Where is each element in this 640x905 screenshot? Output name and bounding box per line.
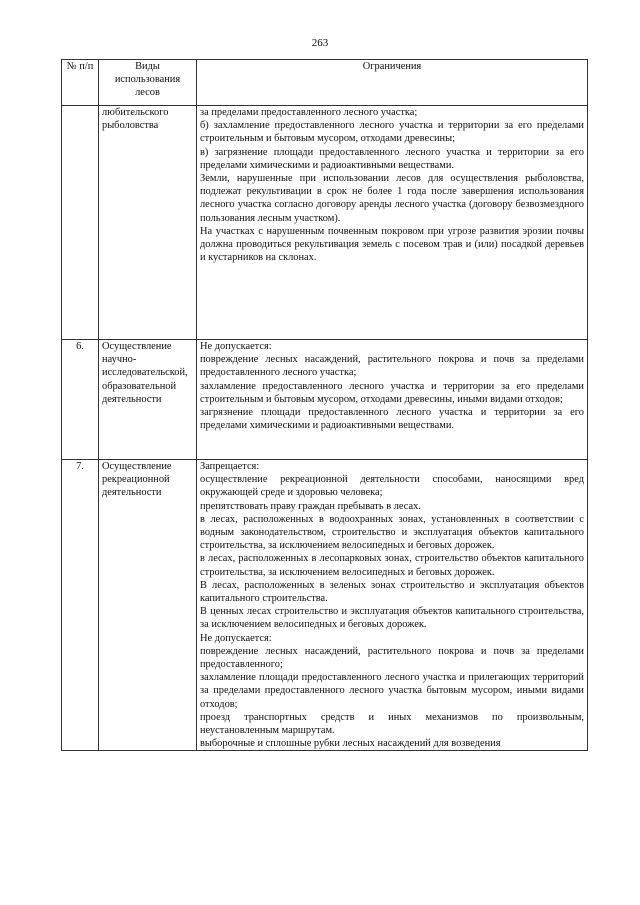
restriction-paragraph: в лесах, расположенных в лесопарковых зонах, строительство объектов капитального строительства, за исключением велосипедных и беговых дорожек. [200,553,584,578]
restriction-paragraph: препятствовать праву граждан пребывать в лесах. [200,500,421,512]
row-restrictions [197,106,588,340]
restriction-paragraph: захламление площади предоставленного лесного участка и прилегающих территорий за пределами предоставленного лесного участка бытовым мусором, иными видами отходов; [200,672,584,710]
restrictions-table [61,59,588,751]
header-number: № п/п [62,60,99,106]
restriction-paragraph: за пределами предоставленного лесного участка; [200,107,418,118]
restriction-paragraph: захламление предоставленного лесного участка и территории за его пределами строительным и бытовым мусором, отходами древесины, иными видами отходов; [200,380,584,405]
row-restrictions [197,460,588,751]
restriction-paragraph: Не допускается: [200,341,272,352]
row-usage-type: Осуществление научно-исследовательской, образовательной деятельности [99,340,197,460]
restriction-paragraph: повреждение лесных насаждений, растительного покрова и почв за пределами предоставленного лесного участка; [200,354,584,379]
row-usage-type: Осуществление рекреационной деятельности [99,460,197,751]
restriction-paragraph: На участках с нарушенным почвенным покровом при угрозе развития эрозии почвы должна проводиться рекультивация земель с посевом трав и (или) посадкой деревьев и кустарников на склонах. [200,225,584,264]
restriction-paragraph: Не допускается: [200,632,272,644]
restriction-paragraph: повреждение лесных насаждений, растительного покрова и почв за пределами предоставленного; [200,645,584,671]
restriction-paragraph: Запрещается: [200,461,260,472]
restriction-paragraph: выборочные и сплошные рубки лесных насаждений для возведения [200,738,501,750]
row-restrictions [197,340,588,460]
header-restrictions: Ограничения [197,60,588,106]
restriction-paragraph: в) загрязнение площади предоставленного лесного участка и территории за его пределами химическими и радиоактивными веществами. [200,146,584,171]
header-usage-type: Виды использования лесов [99,60,197,106]
restriction-paragraph: проезд транспортных средств и иных механизмов по произвольным, неустановленным маршрутам. [200,711,584,737]
restriction-paragraph: осуществление рекреационной деятельности способами, наносящими вред окружающей среде и здоровью человека; [200,474,584,499]
table-row [62,340,588,460]
row-number: 6. [62,340,99,460]
table-row [62,106,588,340]
restriction-paragraph: Земли, нарушенные при использовании лесов для осуществления рыболовства, подлежат рекультивации в срок не более 1 года после завершения использования лесного участка согласно договору аренды лесного участка (договору безвозмездного пользования лесным участком). [200,173,584,224]
restriction-paragraph: В лесах, расположенных в зеленых зонах строительство и эксплуатация объектов капитального строительства. [200,579,584,605]
row-number: 7. [62,460,99,751]
restriction-paragraph: В ценных лесах строительство и эксплуатация объектов капитального строительства, за исключением велосипедных и беговых дорожек. [200,606,584,631]
table-row [62,460,588,751]
restriction-paragraph: в лесах, расположенных в водоохранных зонах, установленных в соответствии с водным законодательством, строительство и эксплуатация объектов капитального строительства, за исключением велосипедных и беговых дорожек. [200,513,584,552]
restriction-paragraph: б) захламление предоставленного лесного участка и территории за его пределами строительным и бытовым мусором, отходами древесины; [200,120,584,145]
page-number: 263 [311,37,329,49]
row-usage-type: любительского рыболовства [99,106,197,340]
row-number [62,106,99,340]
restriction-paragraph: загрязнение площади предоставленного лесного участка и территории за его пределами химическими и радиоактивными веществами. [200,407,584,432]
table-header-row [62,60,588,106]
